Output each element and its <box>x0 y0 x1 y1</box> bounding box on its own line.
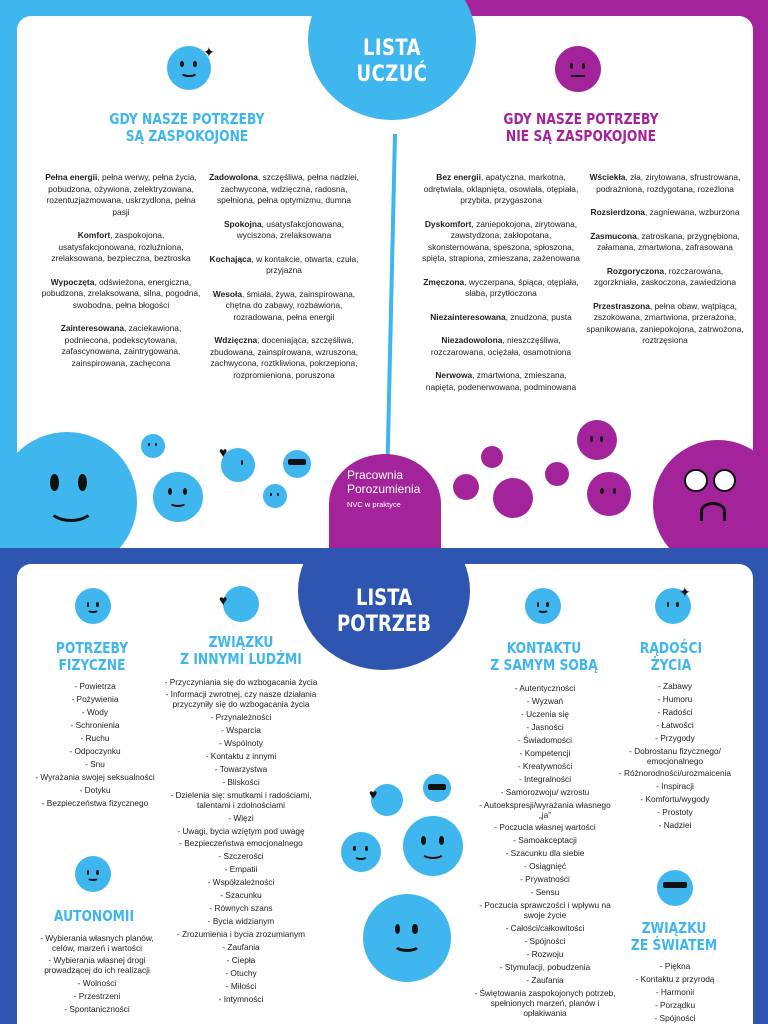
need-item: - Inspiracji <box>656 781 694 791</box>
feeling-description: , zaciekawiona, podniecona, podekscytowana, zafascynowana, zaintrygowana, zainspirowana, zachęcona <box>61 323 182 368</box>
need-item: - Stymulacji, pobudzenia <box>499 962 591 972</box>
need-item: - Wyzwań <box>526 696 564 706</box>
satisfied-left-column <box>41 172 201 381</box>
feeling-description: , apatyczna, markotna, odrętwiała, oklapnięta, osowiała, otępiała, przybita, przygaszona <box>423 172 579 205</box>
needs-panel <box>0 548 768 1024</box>
cool-face-icon <box>423 774 451 802</box>
need-item: - Zaufania <box>526 975 564 985</box>
unsatisfied-left-column <box>421 172 581 405</box>
relations-heading: ZWIĄZKU Z INNYMI LUDŹMI <box>180 633 302 668</box>
need-item: - Łatwości <box>656 720 694 730</box>
need-item: - Dobrostanu fizycznego/ emocjonalnego <box>629 746 721 766</box>
feeling-term: Dyskomfort <box>424 218 472 229</box>
unsatisfied-right-column <box>585 172 745 359</box>
unsatisfied-heading: GDY NASZE POTRZEBY NIE SĄ ZASPOKOJONE <box>503 110 659 145</box>
world-list <box>613 960 737 1024</box>
need-item: - Wody <box>81 707 109 717</box>
need-item: - Kontaktu z przyrodą <box>635 974 715 984</box>
need-item: - Bycia widzianym <box>207 916 275 926</box>
satisfied-heading: GDY NASZE POTRZEBY SĄ ZASPOKOJONE <box>109 110 265 145</box>
shocked-face-icon <box>587 472 631 516</box>
need-item: - Bliskości <box>222 777 260 787</box>
feeling-term: Zmęczona <box>423 276 465 287</box>
need-item: - Komfortu/wygody <box>640 794 710 804</box>
sad-face-icon <box>577 420 617 460</box>
feeling-description: , zagniewana, wzburzona <box>644 207 740 217</box>
feeling-term: Zadowolona <box>209 172 258 182</box>
physical-needs-list <box>35 680 155 810</box>
need-item: - Porządku <box>654 1000 696 1010</box>
world-heading: ZWIĄZKU ZE ŚWIATEM <box>630 919 718 954</box>
feeling-entry <box>41 172 201 218</box>
feeling-description: , znudzona, pusta <box>505 311 572 322</box>
need-item: - Prostoty <box>657 807 693 817</box>
feeling-term: Przestraszona <box>593 300 650 311</box>
need-item: - Wybierania własnej drogi prowadzącej do ich realizacji <box>44 955 150 975</box>
need-item: - Wyrażania swojej seksualności <box>35 772 155 782</box>
tiny-face-icon <box>263 484 287 508</box>
feeling-description: , pełna obaw, wątpiąca, zszokowana, zmartwiona, przerażona, spanikowana, zaniepokojona, zatrwożona, roztrzęsiona <box>586 300 744 345</box>
need-item: - Intymności <box>218 994 264 1004</box>
laughing-face-icon <box>403 816 463 876</box>
needs-title: LISTA POTRZEB <box>337 586 431 637</box>
need-item: - Sensu <box>530 887 560 897</box>
need-item: - Autoekspresji/wyrażania własnego „ja” <box>479 800 611 820</box>
need-item: - Radości <box>657 707 693 717</box>
need-item: - Miłości <box>225 981 257 991</box>
need-item: - Humoru <box>657 694 693 704</box>
smiling-face-icon <box>525 588 561 624</box>
need-item: - Piękna <box>659 961 691 971</box>
feeling-entry <box>585 207 745 219</box>
grinning-face-icon <box>341 832 381 872</box>
need-item: - Informacji zwrotnej, czy nasze działania przyczyniły się do wzbogacania życia <box>165 689 317 709</box>
need-item: - Przygody <box>655 733 695 743</box>
feeling-entry <box>209 219 359 242</box>
need-item: - Wsparcia <box>221 725 261 735</box>
cool-face-icon <box>657 870 693 906</box>
need-item: - Powietrza <box>74 681 116 691</box>
need-item: - Wolności <box>77 978 117 988</box>
feeling-entry <box>41 277 201 312</box>
sparkle-icon: ✦ <box>679 584 691 600</box>
need-item: - Samorozwoju/ wzrostu <box>500 787 590 797</box>
need-item: - Świętowania zaspokojonych potrzeb, spełnionych marzeń, planów i opłakiwania <box>474 988 616 1018</box>
feeling-entry <box>41 323 201 369</box>
feeling-description: , zatroskana, przygnębiona, załamana, zmartwiona, zafrasowana <box>597 230 740 252</box>
cool-face-icon <box>283 450 311 478</box>
need-item: - Różnorodności/urozmaicenia <box>618 768 732 778</box>
feeling-entry <box>421 370 581 393</box>
self-contact-heading: KONTAKTU Z SAMYM SOBĄ <box>490 639 598 674</box>
big-smiling-face-icon <box>17 432 137 548</box>
tired-face-icon <box>493 478 533 518</box>
feeling-description: , odświeżona, energiczna, pobudzona, zrelaksowana, silna, pogodna, swobodna, pełna błogości <box>41 276 201 310</box>
feeling-description: , nieszczęśliwa, rozczarowana, ociężała, osamotniona <box>430 335 572 357</box>
need-item: - Osiągnięć <box>524 861 566 871</box>
need-item: - Wspólnoty <box>219 738 263 748</box>
need-item: - Przyczyniania się do wzbogacania życia <box>164 677 318 687</box>
heart-icon: ♥ <box>219 444 228 460</box>
logo-line-2: Porozumienia <box>347 482 421 496</box>
logo-line-1: Pracownia <box>347 468 404 482</box>
center-divider <box>385 134 397 466</box>
feeling-entry <box>209 289 359 324</box>
need-item: - Spójności <box>654 1013 696 1023</box>
satisfied-right-column <box>209 172 359 393</box>
need-item: - Wybierania własnych planów, celów, marzeń i wartości <box>40 933 154 953</box>
need-item: - Zabawy <box>657 681 693 691</box>
feeling-description: , zaspokojona, usatysfakcjonowana, rozluźniona, zrelaksowana, bezpieczna, beztroska <box>51 230 191 263</box>
heart-icon: ♥ <box>369 786 378 802</box>
need-item: - Zrozumienia i bycia zrozumianym <box>176 929 306 939</box>
smiling-face-icon <box>75 588 111 624</box>
feeling-term: Komfort <box>77 230 111 240</box>
feeling-term: Wdzięczna <box>214 335 258 345</box>
big-frowning-face-icon <box>653 440 753 548</box>
need-item: - Szacunku <box>220 890 262 900</box>
feeling-entry <box>41 230 201 265</box>
need-item: - Szczerości <box>218 851 264 861</box>
feeling-term: Niezadowolona <box>441 335 503 345</box>
need-item: - Schronienia <box>70 720 120 730</box>
need-item: - Pożywienia <box>71 694 119 704</box>
feeling-description: , usatysfakcjonowana, wyciszona, zrelaksowana <box>236 218 345 240</box>
feeling-term: Nerwowa <box>435 370 473 380</box>
need-item: - Uczenia się <box>521 709 569 719</box>
need-item: - Bezpieczeństwa fizycznego <box>41 798 149 808</box>
need-item: - Poczucia własnej wartości <box>494 822 596 832</box>
need-item: - Równych szans <box>209 903 273 913</box>
grinning-face-icon <box>153 472 203 522</box>
feeling-description: , wyczerpana, śpiąca, otępiała, słaba, przytłoczona <box>464 276 579 298</box>
need-item: - Dotyku <box>79 785 111 795</box>
need-item: - Snu <box>85 759 105 769</box>
need-item: - Samoakceptacji <box>513 835 577 845</box>
feeling-term: Rozgoryczona <box>606 265 665 276</box>
logo-subtitle: NVC w praktyce <box>347 500 401 509</box>
feeling-description: , zła, zirytowana, sfrustrowana, podrażniona, rozdygotana, rozeźlona <box>596 172 741 194</box>
feeling-description: , doceniająca, szczęśliwa, zbudowana, zainspirowana, wzruszona, zachwycona, roztkliwiona, pokrzepiona, rozpromieniona, poruszona <box>209 335 359 380</box>
big-smiling-face-icon <box>363 894 451 982</box>
feeling-term: Wściekła <box>589 172 626 182</box>
need-item: - Więzi <box>228 813 254 823</box>
need-item: - Przestrzeni <box>73 991 121 1001</box>
feelings-title: LISTA UCZUĆ <box>356 36 428 87</box>
need-item: - Spójności <box>524 936 566 946</box>
self-contact-list <box>473 682 617 1020</box>
feeling-term: Zasmucona <box>590 230 637 241</box>
need-item: - Poczucia sprawczości i wpływu na swoje życie <box>479 900 611 920</box>
need-item: - Przynależności <box>210 712 272 722</box>
need-item: - Integralności <box>518 774 572 784</box>
need-item: - Uwagi, bycia wziętym pod uwagę <box>177 826 305 836</box>
need-item: - Ruchu <box>80 733 110 743</box>
heart-icon: ♥ <box>219 592 228 608</box>
feeling-entry <box>421 277 581 300</box>
need-item: - Autentyczności <box>514 683 576 693</box>
need-item: - Otuchy <box>225 968 257 978</box>
feeling-entry <box>421 172 581 207</box>
joy-heading: RĄDOŚCI ŻYCIA <box>639 639 703 674</box>
feeling-entry <box>421 312 581 324</box>
need-item: - Zaufania <box>222 942 260 952</box>
need-item: - Dzielenia się: smutkami i radościami, talentami i zdolnościami <box>170 790 312 810</box>
feeling-description: , zaniepokojona, zirytowana, zawstydzona, zakłopotana, skonsternowana, speszona, spłoszona, spięta, strapiona, zmieszana, zażenowana <box>422 218 580 263</box>
physical-needs-heading: POTRZEBY FIZYCZNE <box>55 639 129 674</box>
feeling-description: , pełna werwy, pełna życia, pobudzona, ożywiona, zelektryzowana, rozentuzjazmowana, uskrzydlona, pełna pasji <box>46 172 197 217</box>
sparkle-icon: ✦ <box>203 44 215 60</box>
need-item: - Całości/całkowitości <box>505 923 585 933</box>
feeling-entry <box>585 266 745 289</box>
tiny-purple-face-icon <box>453 474 479 500</box>
need-item: - Empatii <box>224 864 258 874</box>
need-item: - Prywatności <box>520 874 570 884</box>
feeling-entry <box>585 172 745 195</box>
feeling-term: Wesoła <box>212 288 243 299</box>
small-face-icon <box>141 434 165 458</box>
feeling-entry <box>421 219 581 265</box>
need-item: - Nadziei <box>658 820 692 830</box>
feeling-entry <box>209 335 359 381</box>
feeling-term: Zainteresowana <box>60 323 125 333</box>
feeling-entry <box>585 301 745 347</box>
autonomy-list <box>39 932 155 1016</box>
feeling-term: Bez energii <box>436 172 481 182</box>
need-item: - Odpoczynku <box>69 746 121 756</box>
need-item: - Harmonii <box>655 987 695 997</box>
feeling-entry <box>209 254 359 277</box>
small-worried-face-icon <box>481 446 503 468</box>
need-item: - Świadomości <box>518 735 572 745</box>
need-item: - Rozwoju <box>526 949 564 959</box>
autonomy-heading: AUTONOMII <box>53 907 135 925</box>
feeling-entry <box>421 335 581 358</box>
heart-face-icon <box>223 586 259 622</box>
feeling-description: , rozczarowana, zgorzkniała, zaskoczona, zawiedziona <box>594 265 736 287</box>
feeling-term: Kochająca <box>209 253 252 264</box>
need-item: - Spontaniczności <box>64 1004 130 1014</box>
feeling-entry <box>585 231 745 254</box>
feeling-entry <box>209 172 359 207</box>
angry-face-icon <box>555 46 601 92</box>
bored-face-icon <box>545 462 569 486</box>
need-item: - Jasności <box>526 722 564 732</box>
need-item: - Bezpieczeństwa emocjonalnego <box>179 838 303 848</box>
need-item: - Kreatywności <box>517 761 573 771</box>
need-item: - Ciepła <box>226 955 256 965</box>
need-item: - Współzależności <box>207 877 275 887</box>
logo <box>347 468 445 532</box>
feeling-description: , szczęśliwa, pełna nadziei, zachwycona, wdzięczna, radosna, spełniona, pełna optymizmu, dumna <box>216 172 359 205</box>
feeling-description: , w kontakcie, otwarta, czuła, przyjazna <box>251 253 359 275</box>
need-item: - Kontaktu z innymi <box>205 751 277 761</box>
feeling-term: Pełna energii <box>45 172 98 182</box>
feeling-term: Rozsierdzona <box>590 207 645 217</box>
smiling-face-icon <box>75 856 111 892</box>
relations-list <box>157 676 325 1006</box>
need-item: - Szacunku dla siebie <box>505 848 585 858</box>
joy-list <box>613 680 737 832</box>
need-item: - Towarzystwa <box>214 764 268 774</box>
feeling-description: , śmiała, żywa, zainspirowana, chętna do zabawy, rozbawiona, rozradowana, pełna energii <box>225 288 356 322</box>
feeling-term: Wypoczęta <box>50 276 95 287</box>
feeling-description: , zmartwiona, zmieszana, napięta, podenerwowana, podminowana <box>425 370 577 392</box>
feeling-term: Niezainteresowana <box>430 311 506 322</box>
feeling-term: Spokojna <box>223 218 262 229</box>
need-item: - Kompetencji <box>519 748 571 758</box>
